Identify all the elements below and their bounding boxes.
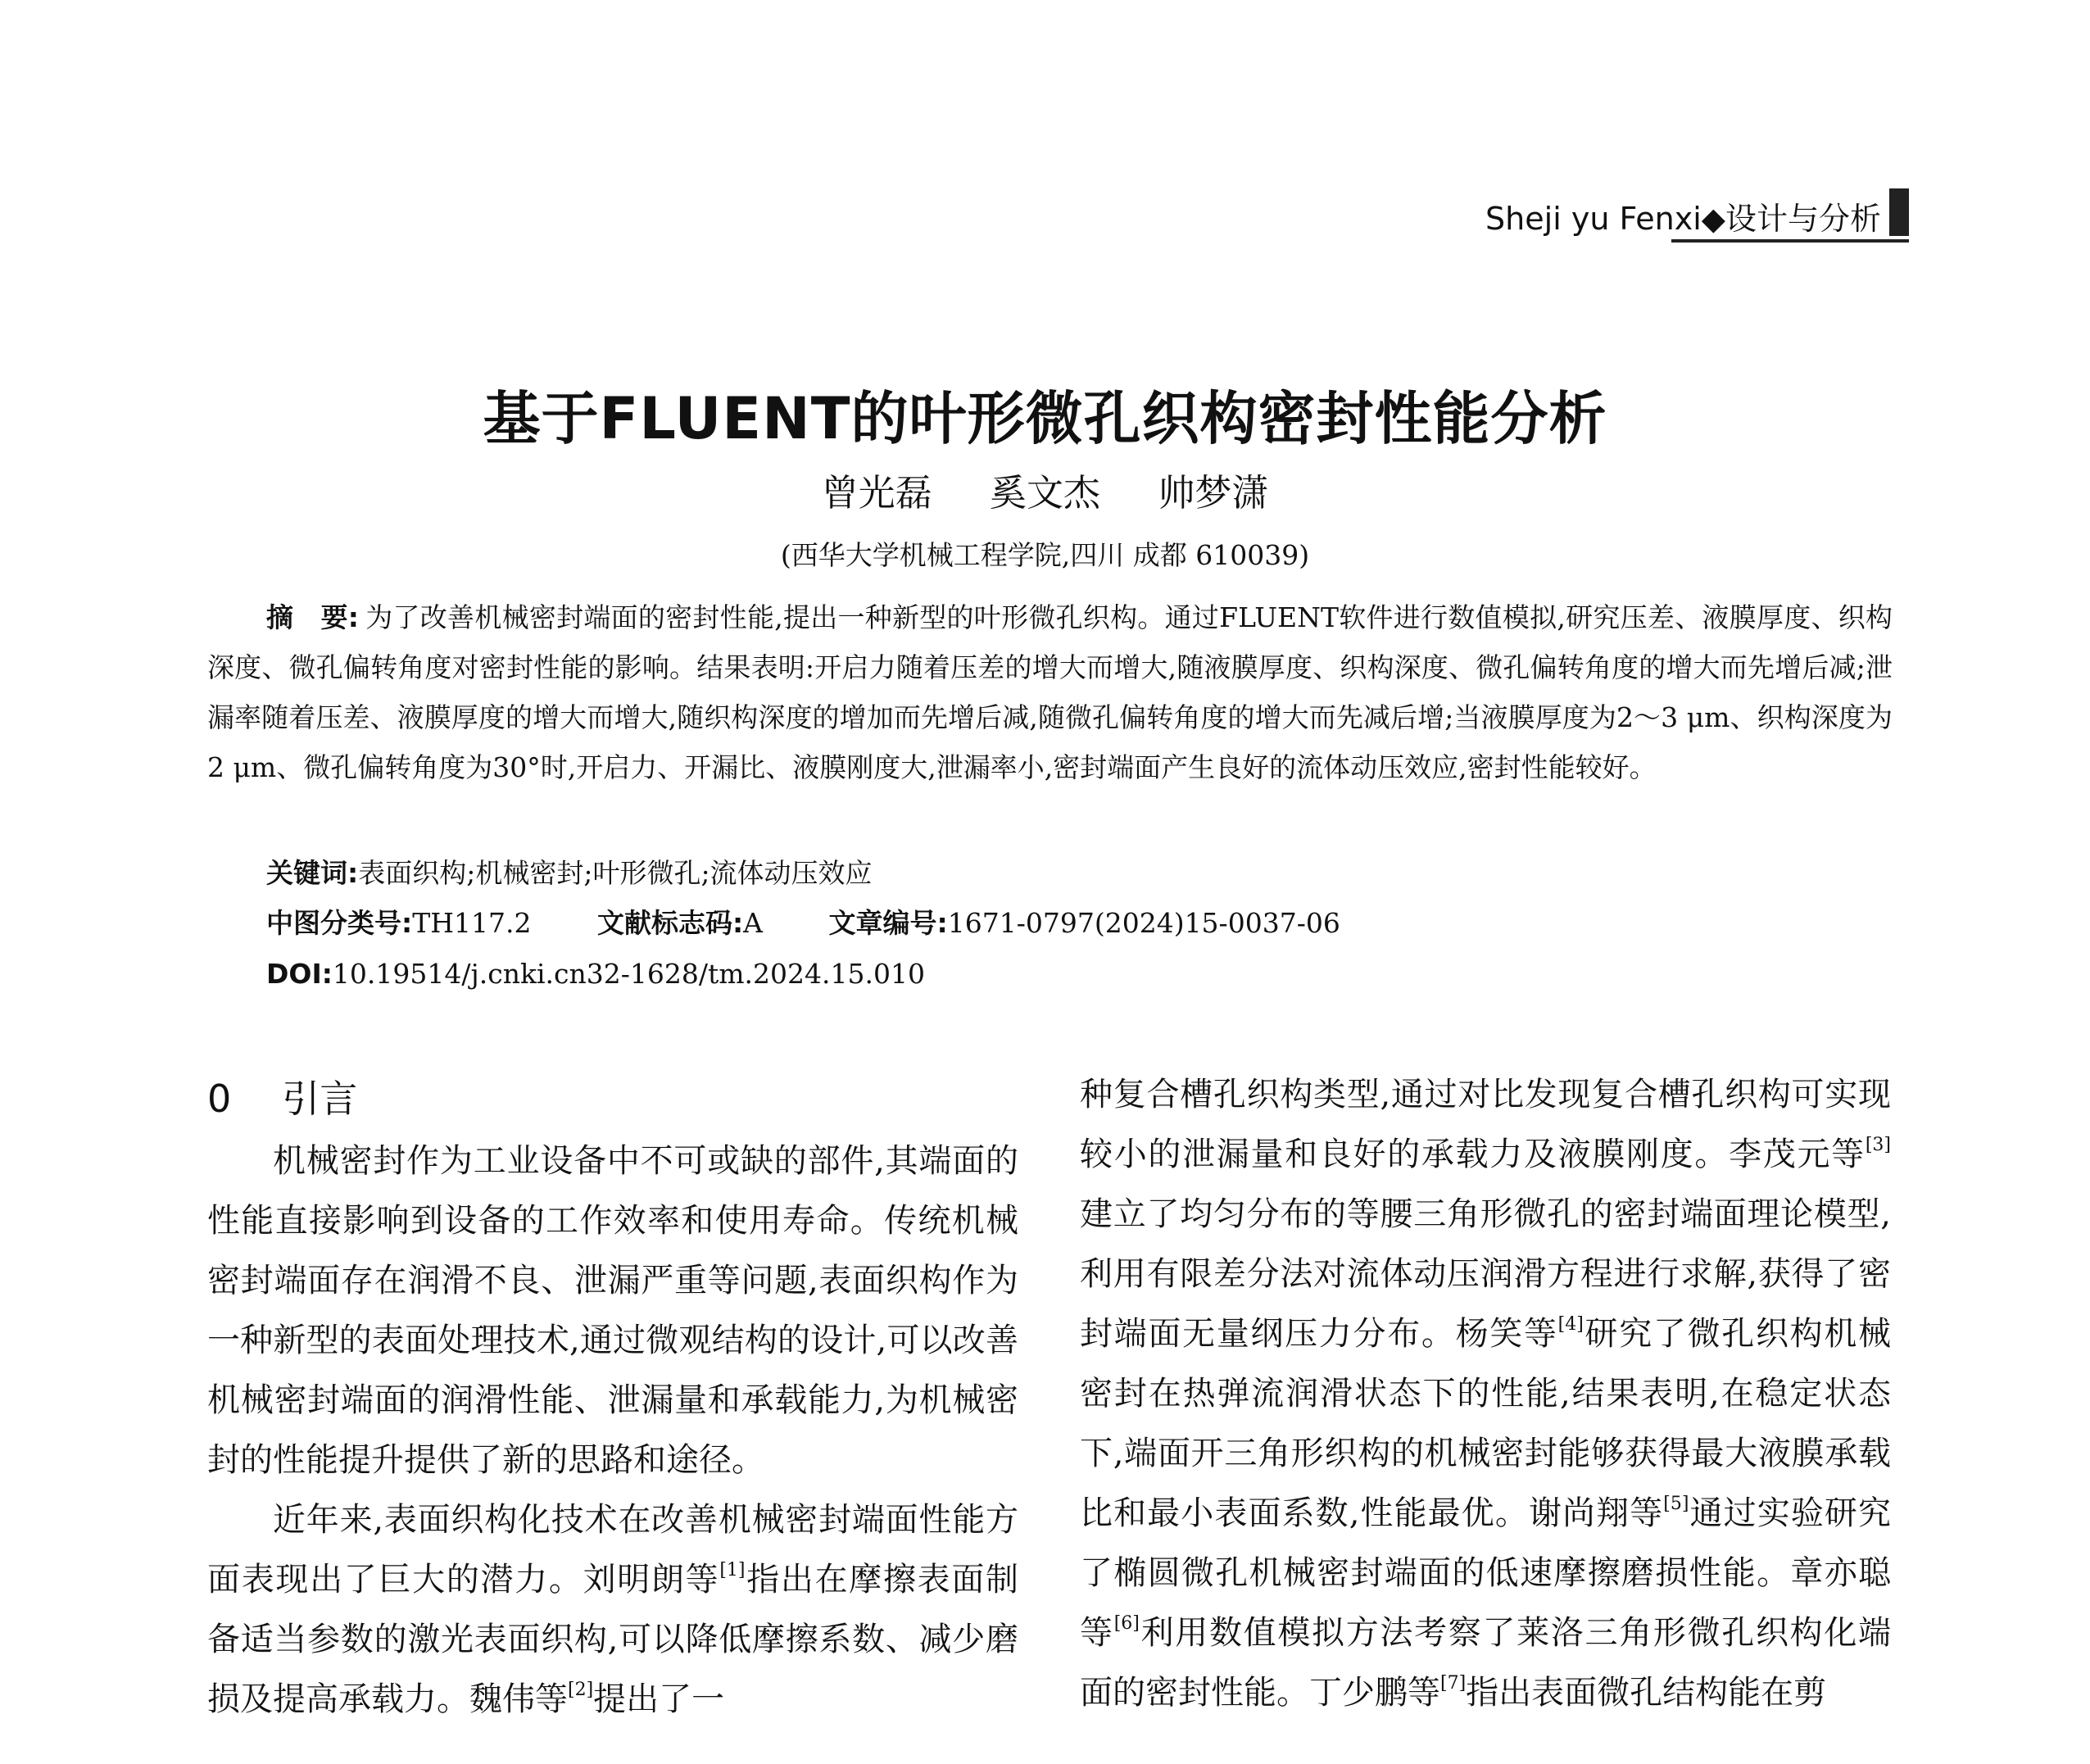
body-paragraph: [1080, 1065, 1891, 1723]
keywords-label: 关键词:: [266, 857, 359, 889]
body-text: 研究了微孔织构机械密封在热弹流润滑状态下的性能,结果表明,在稳定状态下,端面开三角形织构的机械密封能够获得最大液膜承载比和最小表面系数,性能最优。谢尚翔等: [1080, 1315, 1892, 1532]
body-paragraph: [207, 1490, 1018, 1730]
left-column: [207, 1131, 1018, 1730]
body-text: 近年来,表面织构化技术在改善机械密封端面性能方面表现出了巨大的潜力。刘明朗等: [207, 1501, 1018, 1598]
right-column: [1080, 1065, 1891, 1723]
abstract-text: 为了改善机械密封端面的密封性能,提出一种新型的叶形微孔织构。通过FLUENT软件进行数值模拟,研究压差、液膜厚度、织构深度、微孔偏转角度对密封性能的影响。结果表明:开启力随着压差的增大而增大,随液膜厚度、织构深度、微孔偏转角度的增大而先增后减;泄漏率随着压差、液膜厚度的增大而增大,随织构深度的增加而先增后减,随微孔偏转角度的增大而先减后增;当液膜厚度为2～3 μm、织构深度为2 μm、微孔偏转角度为30°时,开启力、开漏比、液膜刚度大,泄漏率小,密封端面产生良好的流体动压效应,密封性能较好。: [207, 601, 1893, 783]
clc-value: TH117.2: [412, 907, 532, 939]
body-text: 利用数值模拟方法考察了莱洛三角形微孔织构化端面的密封性能。丁少鹏等: [1080, 1614, 1892, 1712]
section-title: 引言: [282, 1077, 358, 1121]
citation-ref[interactable]: [6]: [1113, 1613, 1140, 1634]
section-heading: [207, 1069, 357, 1123]
clc-label: 中图分类号:: [266, 907, 413, 939]
citation-ref[interactable]: [3]: [1865, 1135, 1891, 1155]
body-text: 提出了一: [593, 1680, 725, 1718]
citation-ref[interactable]: [1]: [719, 1560, 746, 1580]
doi-value: 10.19514/j.cnki.cn32-1628/tm.2024.15.010: [332, 958, 925, 990]
body-text: 建立了均匀分布的等腰三角形微孔的密封端面理论模型,利用有限差分法对流体动压润滑方程进行求解,获得了密封端面无量纲压力分布。杨笑等: [1080, 1195, 1891, 1353]
citation-ref[interactable]: [5]: [1663, 1494, 1689, 1514]
running-header-bar: [1889, 188, 1909, 236]
citation-ref[interactable]: [2]: [568, 1680, 594, 1700]
author-name: 奚文杰: [989, 471, 1100, 515]
classification-line: [207, 898, 1952, 948]
author-name: 曾光磊: [821, 471, 932, 515]
running-header-rule: [1671, 239, 1909, 243]
paper-title: 基于FLUENT的叶形微孔织构密封性能分析: [483, 385, 1607, 452]
body-text: 指出在摩擦表面制备适当参数的激光表面织构,可以降低摩擦系数、减少磨损及提高承载力。魏伟等: [207, 1561, 1019, 1718]
abstract: [207, 592, 1893, 792]
doi-line: [207, 949, 1952, 999]
citation-ref[interactable]: [7]: [1440, 1673, 1467, 1694]
keywords-text: 表面织构;机械密封;叶形微孔;流体动压效应: [358, 857, 873, 889]
body-text: 种复合槽孔织构类型,通过对比发现复合槽孔织构可实现较小的泄漏量和良好的承载力及液膜刚度。李茂元等: [1080, 1076, 1891, 1173]
running-header-text: Sheji yu Fenxi◆设计与分析: [1485, 201, 1881, 237]
author-list: [0, 463, 2090, 516]
body-text: 通过实验研究了椭圆微孔机械密封端面的低速摩擦磨损性能。章亦聪等: [1080, 1494, 1891, 1652]
article-number-label: 文章编号:: [828, 907, 948, 939]
doi-label: DOI:: [266, 958, 333, 990]
body-text: 指出表面微孔结构能在剪: [1466, 1674, 1827, 1712]
keywords: [207, 848, 1952, 898]
author-name: 帅梦潇: [1158, 471, 1269, 515]
affiliation: (西华大学机械工程学院,四川 成都 610039): [780, 539, 1310, 571]
document-code-value: A: [743, 907, 764, 939]
article-number-value: 1671-0797(2024)15-0037-06: [947, 907, 1340, 939]
running-header: [1467, 188, 1909, 243]
body-paragraph: 机械密封作为工业设备中不可或缺的部件,其端面的性能直接影响到设备的工作效率和使用寿命。传统机械密封端面存在润滑不良、泄漏严重等问题,表面织构作为一种新型的表面处理技术,通过微观结构的设计,可以改善机械密封端面的润滑性能、泄漏量和承载能力,为机械密封的性能提升提供了新的思路和途径。: [207, 1142, 1018, 1479]
citation-ref[interactable]: [4]: [1557, 1314, 1584, 1335]
abstract-label: 摘 要:: [266, 601, 359, 633]
document-code-label: 文献标志码:: [596, 907, 744, 939]
section-number: 0: [207, 1077, 232, 1121]
